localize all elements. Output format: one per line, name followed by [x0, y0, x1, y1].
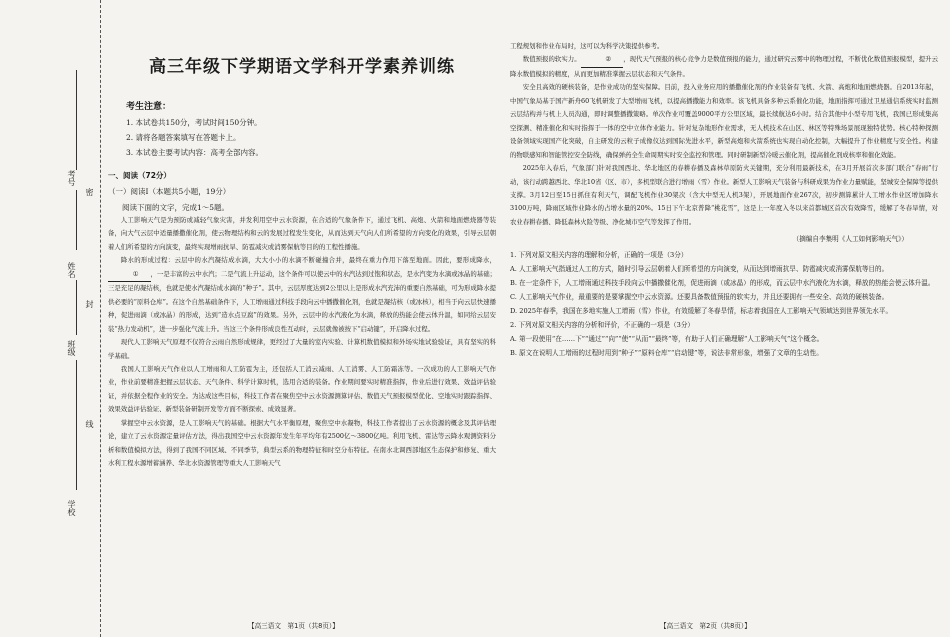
name-label: 姓名 — [67, 262, 76, 278]
footer-page-2: 【高三语文 第2页（共8页）】 — [660, 622, 751, 630]
notice-heading: 考生注意： — [126, 102, 172, 112]
question-2 — [510, 319, 938, 361]
candidate-notice — [126, 100, 263, 160]
question-1 — [510, 249, 938, 319]
footer-page-1: 【高三语文 第1页（共8页）】 — [248, 622, 339, 630]
passage-paragraph-with-blank — [510, 53, 938, 81]
passage-paragraph: 我国人工影响天气作业以人工增雨和人工防雹为主，还包括人工消云减雨、人工消雾、人工防霜冻等。一次成功的人工影响天气作业，作业前要精准把握云层状态、天气条件、科学计算时机，选用合适的装备。作业期间要实时精准指挥，作业后进行效果、效益评估验证，并依据全程作业的安全。为达成这些目标，科技工作者在聚焦空中云水资源测算评估、数值天气预报模型优化、空地实时跟踪指挥、效果效益评估验证、新型装备研制开发等方面不断探索、成效显著。 — [108, 364, 496, 414]
question-stem: 1. 下列对原文相关内容的理解和分析，正确的一项是（3分） — [510, 251, 688, 260]
name-line — [76, 190, 77, 250]
class-label: 班级 — [67, 340, 76, 356]
notice-item: 2. 请将各题答案填写在答题卡上。 — [126, 133, 241, 142]
blank-1: ① — [108, 268, 151, 282]
passage-paragraph-with-blank — [108, 254, 496, 336]
seal-char-xian: 线 — [85, 420, 94, 428]
passage-paragraph: 现代人工影响天气原理不仅符合云雨自然形成规律，更经过了大量的室内实验、计算机数值模拟和外场实地试验验证，具有坚实的科学基础。 — [108, 338, 496, 360]
question-option: D. 2025年春季，我国在多地实施人工增雨（雪）作业，有效缓解了冬春旱情，标志着我国在人工影响天气领域达到世界领先水平。 — [510, 306, 893, 315]
subsection-heading: （一）阅读Ⅰ（本题共5小题，19分） — [108, 187, 231, 196]
passage-paragraph: 安全且高效的硬核装备，是作业成功的坚实保障。目前，投入业务应用的播撒催化剂的作业装备有飞机、火箭、高炮和地面燃烧器。自2013年起，中国气象局基于国产新舟60飞机研发了大型增雨飞机，以提高播撒能力和效率。该飞机具备多种云系催化功能，地面指挥可通过卫星通信系统实时监测云层结构并与机上人员沟通，即时调整播撒策略。单次作业可覆盖9000平方公里区域，最长续航达6小时。结合其他中小型专用飞机，我国已形成集高空探测、精准催化和实时指挥于一体的空中立体作业能力。针对复杂地形作业需求，无人机技术在山区、林区等特殊场景展现独特优势。核心特种探测设备领域实现国产化突破，自主研发的云粒子成像仪达到国际先进水平，新型高炮和火箭系统也实现自动化控制，大幅提升了作业精度与安全性。构建的物联感知和智能管控安全防线，确保弹药全生命周期实时安全监控和管理。同时研制新型冷暖云催化剂，提高催化剂成核率和催化效能。 — [510, 83, 938, 159]
section-heading: 一、阅读（72分） — [108, 171, 171, 180]
passage-paragraph: 2025年入春后，气象部门针对我国西北、华北地区的春耕春播及森林草原防火关键期，充分利用最新技术，在3月开展首次多部门联合“春雨”行动，该行动跨越西北、华北10省（区、市），多机型联合进行增雨（雪）作业。新型人工影响天气装备与科研成果为作业力量赋能，坚城安全保障等提供支撑。3月12日至15日抓住有利天气，调配飞机作业30架次（含大中型无人机3架），开展地面作业267次，初步测算累计人工增水作业区增加降水3100万吨，降雨区域作业降水的占增水量的20%。15日下午北京普降“桃花雪”，这是上一年度入冬以来首都城区首次有效降雪，缓解了冬春旱情，对农业春耕春播、降低森林火险等级、净化城市空气等发挥了作用。 — [510, 164, 938, 226]
notice-item: 1. 本试卷共150分，考试时间150分钟。 — [126, 118, 262, 127]
school-label: 学校 — [67, 500, 76, 516]
question-stem: 2. 下列对原文相关内容的分析和评价，不正确的一项是（3分） — [510, 320, 695, 329]
passage-paragraph: 人工影响天气是为预防或减轻气象灾害，并发利用空中云水资源，在合适的气象条件下，通过飞机、高炮、火箭和地面燃烧器等装备，向大气云层中适量播撒催化剂，使云物理结构和云的发展过程发生变化，从而达到天气向人们所希望的方向变化的效果，引导云层朝着人们所希望的方向演变，最终实现增雨抗旱、防雹减灾或消雾保航等目的的工程性播施。 — [108, 216, 496, 251]
exam-number-label: 考号 — [67, 170, 76, 186]
passage-paragraph: 掌握空中云水资源，是人工影响天气的基础。根据大气水平衡原理，聚焦空中水凝物，科技工作者提出了云水资源的概念及其评估理论，建立了云水资源定量评估方法，得出我国空中云水资源年发生年平均年有2500亿～3800亿吨。利用飞机、雷达等云降水观测资料分析和数值模拟方法，得到了我国不同区域、不同季节，典型云系的物理特征和时空分布特征。在南水北调西部地区生态保护和修复、重大水利工程水源增蓄涵养、华北水资源管理等重大人工影响天气 — [108, 418, 496, 468]
blank-2: ② — [581, 53, 624, 67]
question-option: B. 在一定条件下，人工增雨通过科技手段向云中播撒催化剂，促进雨滴（或冰晶）的形成，而云层中水汽液化为水滴，释放的热能会使云体升温。 — [510, 279, 935, 288]
passage-right — [510, 40, 938, 361]
blank-1-prefix: 降水的形成过程：云层中的水汽凝结成水滴，大大小小的水滴不断碰撞合并，最终在重力作用下落至地面。因此，要形成降水， — [120, 256, 496, 265]
question-option: A. 第一段使用“在……下”“通过”“向”“使”“从而”“最终”等，有助于人们正确理解“人工影响天气”这个概念。 — [510, 334, 824, 343]
blank-1-suffix: ，一是丰富的云中水汽；二是气流上升运动，这个条件可以使云中的水汽达到过饱和状态，是水汽变为水滴或冰晶的基础；三是充足的凝结核，也就是使水汽凝结成水滴的“种子”。其中，云层厚度达到2公里以上是形成水汽充沛的重要自然基础，可为形成降水提供必要的“原料仓库”。在这个自然基础条件下，人工增雨通过科技手段向云中播撒催化剂，也就是凝结核（或冰核），相当于向云层快速播种，促进雨滴（或冰晶）的形成，达到“造水点豆腐”的效果。另外，云层中的水汽液化为水滴，释放的热能会使云体升温，如同给云层安装“热力发动机”，进一步强化气流上升。当这三个条件形成良性互动时，云层就像被按下“启动键”，开启降水过程。 — [108, 269, 496, 333]
reading-instruction: 阅读下面的文字，完成1～5题。 — [122, 203, 230, 212]
question-option: B. 原文在说明人工增雨的过程时用到“种子”“原料仓库”“启动键”等，说法非常形象，增强了文章的生动性。 — [510, 348, 823, 357]
seal-char-feng: 封 — [85, 300, 94, 308]
page-2-column — [510, 0, 938, 637]
school-line — [76, 360, 77, 490]
question-option: A. 人工影响天气指通过人工的方式，随时引导云层朝着人们所希望的方向演变，从而达到增雨抗旱、防雹减灾或消雾保航等目的。 — [510, 265, 889, 274]
exam-number-line — [76, 70, 77, 170]
class-line — [76, 280, 77, 335]
exam-title: 高三年级下学期语文学科开学素养训练 — [149, 57, 455, 77]
blank-2-suffix: ，现代天气预报的核心竞争力是数值预报的能力，通过研究云雾中的物理过程，不断优化数值预报模型，提升云降水数值模拟的精度，从而更加精准掌握云层状态和天气条件。 — [510, 55, 938, 78]
question-option: C. 人工影响天气作业，最重要的是要掌握空中云水资源。还要具备数值预报的软实力，并且还要拥有一些安全、高效的硬核装备。 — [510, 293, 889, 302]
passage-left — [108, 214, 496, 471]
binding-margin — [0, 0, 101, 637]
passage-continuation: 工程规划和作业布局时，这可以为科学决策提供参考。 — [510, 42, 664, 50]
seal-char-mi: 密 — [85, 188, 94, 196]
notice-item: 3. 本试卷主要考试内容：高考全部内容。 — [126, 148, 264, 157]
blank-2-prefix: 数值预报的软实力。 — [522, 55, 581, 64]
source-citation: （摘编自李集明《人工如何影响天气》） — [792, 235, 908, 244]
page-1-column — [108, 0, 496, 637]
